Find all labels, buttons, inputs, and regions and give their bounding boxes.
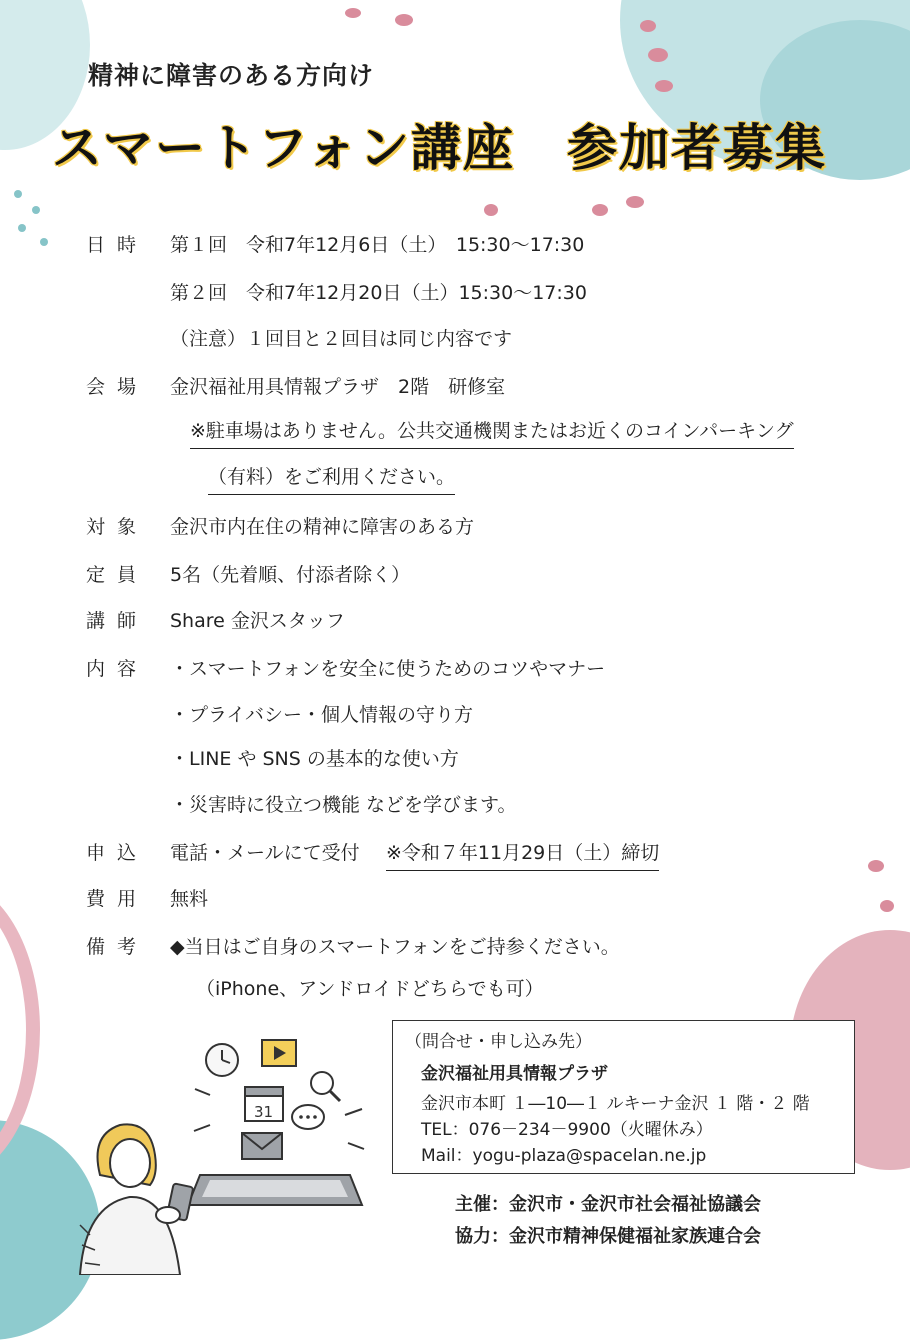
contact-address: 金沢市本町 １―10―１ ルキーナ金沢 １ 階・２ 階 <box>421 1094 810 1114</box>
label-fee: 費用 <box>86 888 149 910</box>
session-2: 第２回 令和7年12月20日（土）15:30～17:30 <box>170 282 587 304</box>
video-play-icon <box>262 1040 296 1066</box>
decor-pink-dot <box>592 204 608 216</box>
apply-method: 電話・メールにて受付 <box>170 842 360 864</box>
label-datetime: 日時 <box>86 234 149 256</box>
notes-line-1: ◆当日はご自身のスマートフォンをご持参ください。 <box>170 936 620 958</box>
decor-teal-dot <box>18 224 26 232</box>
sponsor-host: 主催：金沢市・金沢市社会福祉協議会 <box>455 1194 761 1215</box>
apply-deadline: ※令和７年11月29日（土）締切 <box>386 842 659 871</box>
tablet-icon <box>188 1175 362 1205</box>
label-content: 内容 <box>86 658 149 680</box>
contact-org: 金沢福祉用具情報プラザ <box>421 1064 608 1084</box>
decor-pink-dot <box>345 8 361 18</box>
decor-pink-dot <box>395 14 413 26</box>
decor-pink-dot <box>626 196 644 208</box>
decor-teal-dot <box>32 206 40 214</box>
contact-heading: （問合せ・申し込み先） <box>405 1032 592 1052</box>
page-title: スマートフォン講座 参加者募集 <box>52 119 827 177</box>
decor-pink-dot <box>880 900 894 912</box>
capacity-value: 5名（先着順、付添者除く） <box>170 564 411 586</box>
content-item: ・スマートフォンを安全に使うためのコツやマナー <box>170 658 606 680</box>
venue-place: 金沢福祉用具情報プラザ 2階 研修室 <box>170 376 506 398</box>
fee-value: 無料 <box>170 888 209 910</box>
calendar-icon-text: 31 <box>254 1103 274 1121</box>
decor-pink-dot <box>868 860 884 872</box>
label-notes: 備考 <box>86 936 149 958</box>
sponsor-coop: 協力：金沢市精神保健福祉家族連合会 <box>455 1226 761 1247</box>
parking-notice-2: （有料）をご利用ください。 <box>208 466 455 495</box>
label-apply: 申込 <box>86 842 149 864</box>
target-value: 金沢市内在住の精神に障害のある方 <box>170 516 475 538</box>
person-figure <box>80 1124 180 1275</box>
content-item: ・LINE や SNS の基本的な使い方 <box>170 748 459 770</box>
mail-icon <box>242 1133 282 1159</box>
subtitle: 精神に障害のある方向け <box>88 61 375 90</box>
label-target: 対象 <box>86 516 149 538</box>
decor-teal-dot <box>14 190 22 198</box>
contact-tel[interactable]: TEL：076－234－9900（火曜休み） <box>421 1120 713 1140</box>
calendar-icon <box>245 1087 283 1121</box>
label-capacity: 定員 <box>86 564 149 586</box>
session-note: （注意）１回目と２回目は同じ内容です <box>170 328 513 350</box>
label-venue: 会場 <box>86 376 149 398</box>
notes-line-2: （iPhone、アンドロイドどちらでも可） <box>196 978 544 1000</box>
label-instructor: 講師 <box>86 610 149 632</box>
search-icon <box>311 1072 340 1101</box>
instructor-value: Share 金沢スタッフ <box>170 610 345 632</box>
contact-mail[interactable]: Mail：yogu-plaza@spacelan.ne.jp <box>421 1146 707 1166</box>
content-item: ・プライバシー・個人情報の守り方 <box>170 704 474 726</box>
phone-icon <box>156 1183 193 1223</box>
decor-teal-dot <box>40 238 48 246</box>
decor-pink-dot <box>648 48 668 62</box>
chat-bubble-icon <box>292 1105 324 1129</box>
decor-pink-dot <box>484 204 498 216</box>
content-item: ・災害時に役立つ機能 などを学びます。 <box>170 794 517 816</box>
clock-icon <box>206 1044 238 1076</box>
decor-pink-dot <box>655 80 673 92</box>
session-1: 第１回 令和7年12月6日（土） 15:30～17:30 <box>170 234 585 256</box>
decor-pink-dot <box>640 20 656 32</box>
contact-box <box>392 1020 855 1174</box>
parking-notice-1: ※駐車場はありません。公共交通機関またはお近くのコインパーキング <box>190 420 794 449</box>
smartphone-user-illustration <box>70 1025 380 1275</box>
